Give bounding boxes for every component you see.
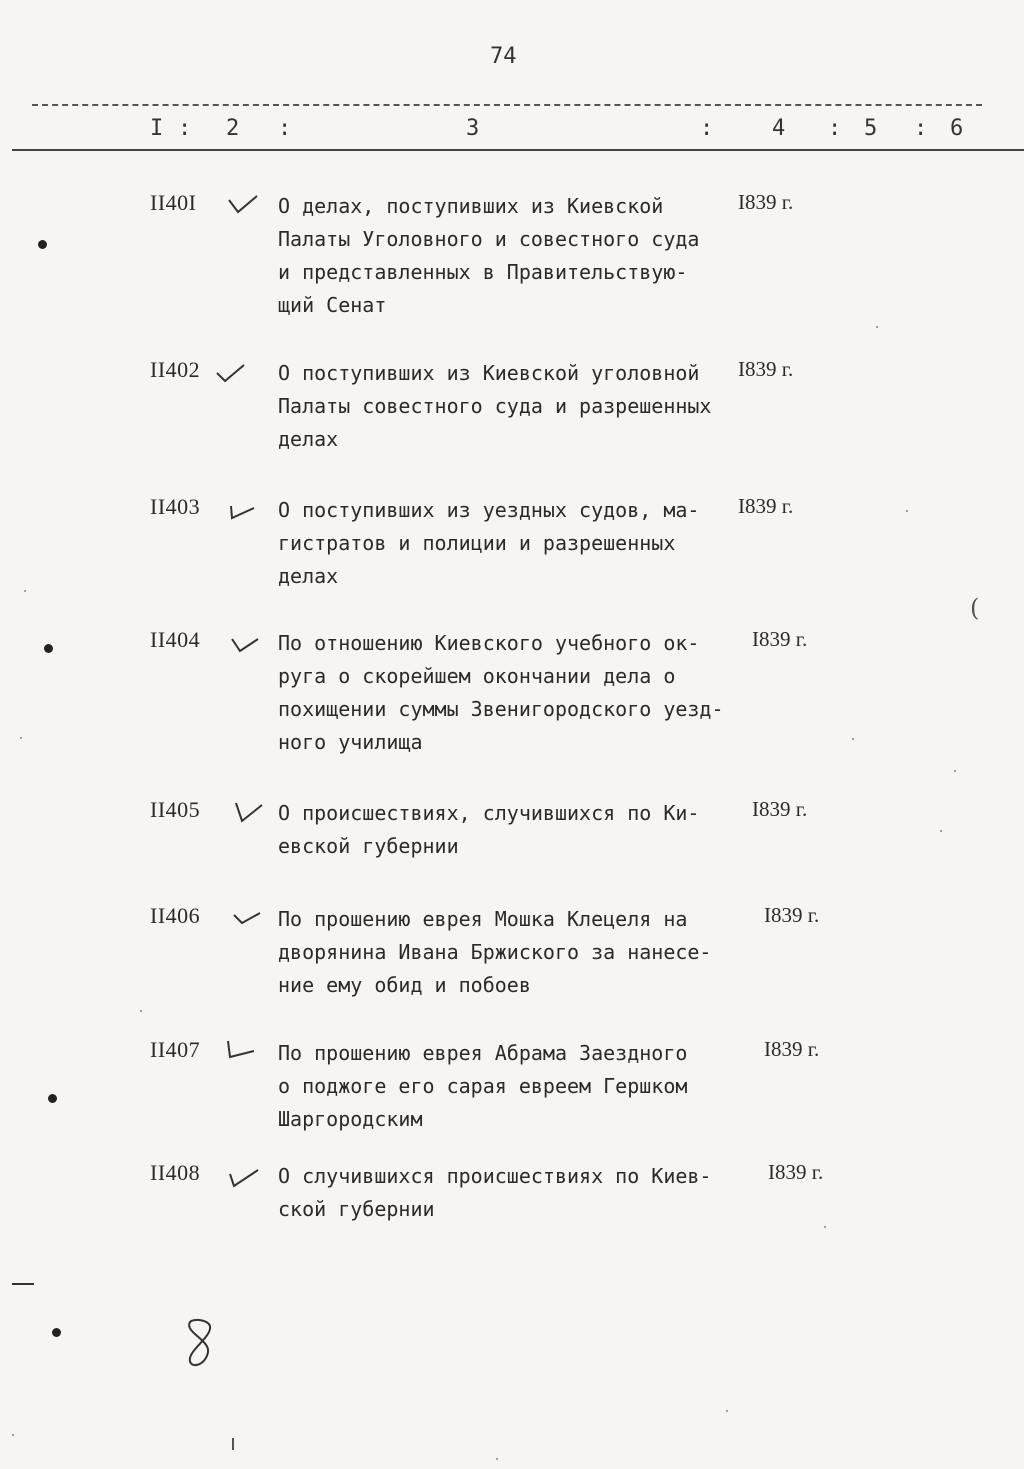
entry-year: I839 г.: [752, 627, 808, 651]
scan-speck: [20, 737, 22, 739]
entry-line: По прошению еврея Абрама Заездного: [278, 1041, 688, 1065]
checkmark-icon: [228, 627, 262, 655]
binding-hole: [52, 1328, 61, 1337]
binding-hole: [38, 240, 47, 249]
entry-number: II403: [150, 494, 201, 519]
column-separator: :: [700, 116, 714, 141]
entry-number: II407: [150, 1037, 201, 1062]
column-separator: :: [828, 116, 842, 141]
scan-speck: [824, 1226, 826, 1228]
entry-description: [278, 903, 748, 1002]
scan-speck: [12, 1434, 14, 1436]
entry-year: I839 г.: [764, 1037, 820, 1061]
entry-year: I839 г.: [738, 494, 794, 518]
checkmark-icon: [222, 1037, 256, 1065]
entry-description: [278, 494, 748, 593]
entry-line: делах: [278, 564, 339, 588]
checkmark-icon: [226, 494, 260, 522]
entry-line: ской губернии: [278, 1197, 435, 1221]
entry-line: похищении суммы Звенигородского уезд-: [278, 697, 724, 721]
entry-line: О поступивших из Киевской уголовной: [278, 361, 700, 385]
column-separator: :: [278, 116, 292, 141]
entry-description: [278, 1160, 748, 1226]
entry-line: ного училища: [278, 730, 423, 754]
entry-line: О поступивших из уездных судов, ма-: [278, 498, 700, 522]
entry-year: I839 г.: [752, 797, 808, 821]
entry-line: О делах, поступивших из Киевской: [278, 194, 664, 218]
scan-speck: [906, 510, 908, 512]
entry-line: руга о скорейшем окончании дела о: [278, 664, 676, 688]
column-header-2: 2: [226, 116, 240, 141]
entry-line: О случившихся происшествиях по Киев-: [278, 1164, 712, 1188]
entry-line: евской губернии: [278, 834, 459, 858]
binding-hole: [48, 1094, 57, 1103]
entry-line: гистратов и полиции и разрешенных: [278, 531, 676, 555]
column-header-1: I: [150, 116, 164, 141]
entry-line: По прошению еврея Мошка Клецеля на: [278, 907, 688, 931]
entry-line: делах: [278, 427, 339, 451]
scan-speck: [954, 770, 956, 772]
entry-number: II408: [150, 1160, 201, 1185]
entry-description: [278, 797, 748, 863]
checkmark-icon: [214, 357, 248, 385]
scan-speck: [726, 1410, 728, 1412]
scan-speck: [940, 830, 942, 832]
checkmark-icon: [226, 1160, 260, 1188]
entry-year: I839 г.: [768, 1160, 824, 1184]
entry-line: Палаты совестного суда и разрешенных: [278, 394, 712, 418]
column-header-6: 6: [950, 116, 964, 141]
scan-mark: [232, 1438, 234, 1450]
scan-speck: [852, 738, 854, 740]
entry-line: О происшествиях, случившихся по Ки-: [278, 801, 700, 825]
entry-line: Палаты Уголовного и совестного суда: [278, 227, 700, 251]
margin-paren-mark: (: [970, 594, 980, 622]
entry-line: По отношению Киевского учебного ок-: [278, 631, 700, 655]
header-bottom-rule: [12, 149, 1024, 151]
column-header-5: 5: [864, 116, 878, 141]
entry-number: II40I: [150, 190, 197, 215]
column-header-3: 3: [466, 116, 480, 141]
entry-number: II404: [150, 627, 201, 652]
scan-speck: [496, 1458, 498, 1460]
scan-speck: [140, 1010, 142, 1012]
entry-line: Шаргородским: [278, 1107, 423, 1131]
handwritten-eight: [180, 1318, 220, 1374]
checkmark-icon: [230, 903, 264, 931]
entry-line: и представленных в Правительствую-: [278, 260, 688, 284]
margin-dash: [12, 1283, 34, 1285]
entry-year: I839 г.: [738, 190, 794, 214]
entry-number: II405: [150, 797, 201, 822]
entry-description: [278, 1037, 748, 1136]
header-top-rule: [32, 104, 982, 106]
entry-number: II406: [150, 903, 201, 928]
checkmark-icon: [232, 797, 266, 825]
binding-hole: [44, 644, 53, 653]
column-separator: :: [178, 116, 192, 141]
checkmark-icon: [226, 190, 260, 218]
entry-line: о поджоге его сарая евреем Гершком: [278, 1074, 688, 1098]
column-separator: :: [914, 116, 928, 141]
entry-year: I839 г.: [738, 357, 794, 381]
column-header-4: 4: [772, 116, 786, 141]
scan-speck: [876, 326, 878, 328]
page-number: 74: [490, 44, 517, 69]
entry-description: [278, 357, 748, 456]
entry-number: II402: [150, 357, 201, 382]
entry-year: I839 г.: [764, 903, 820, 927]
entry-line: дворянина Ивана Бржиского за нанесе-: [278, 940, 712, 964]
entry-line: ние ему обид и побоев: [278, 973, 531, 997]
entry-description: [278, 627, 748, 759]
entry-line: щий Сенат: [278, 293, 387, 317]
scan-speck: [24, 590, 26, 592]
entry-description: [278, 190, 748, 322]
